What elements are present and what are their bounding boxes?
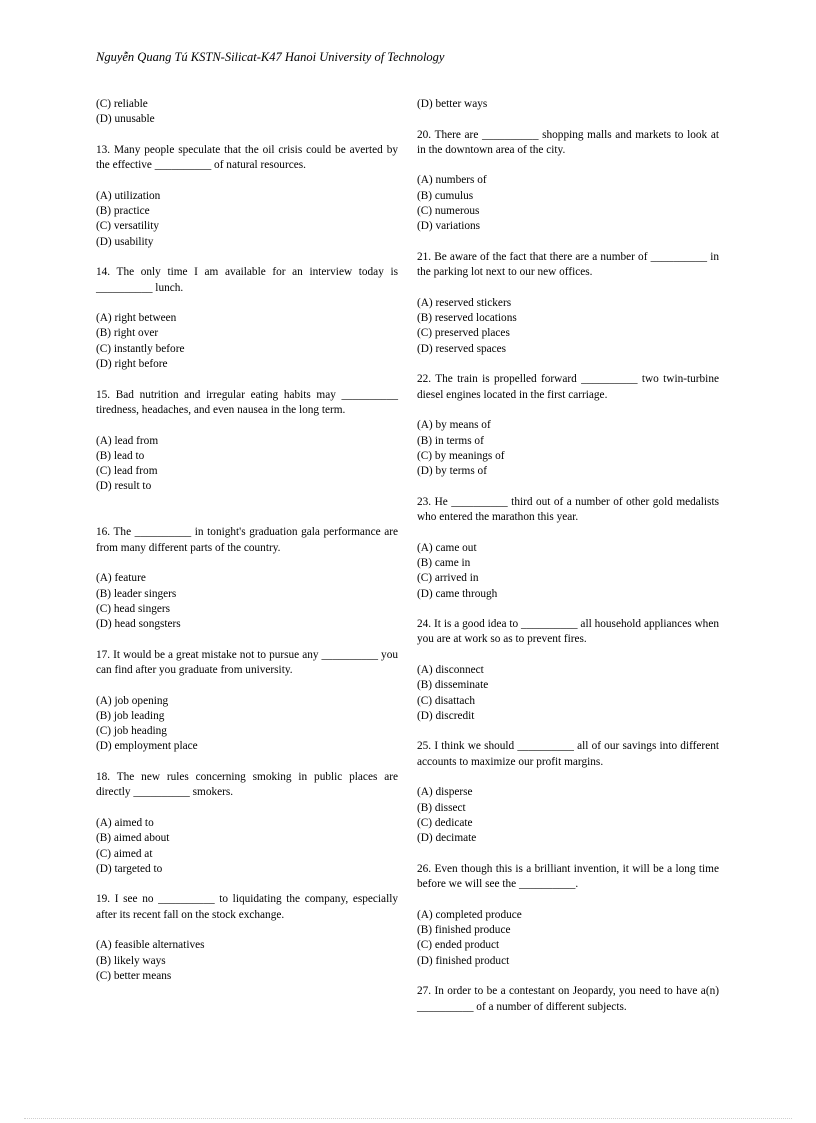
- option: (B) reserved locations: [417, 312, 517, 325]
- option: (B) dissect: [417, 801, 466, 814]
- question-text: 16. The __________ in tonight's graduation gala performance are from many different parts of the country.: [96, 526, 398, 554]
- question-text: 27. In order to be a contestant on Jeopardy, you need to have a(n) __________ of a number of different subjects.: [417, 985, 719, 1013]
- option: (D) variations: [417, 220, 481, 233]
- option: (C) reliable: [96, 98, 148, 110]
- option: (C) preserved places: [417, 327, 510, 340]
- question-17: [96, 648, 398, 755]
- option: (A) disconnect: [417, 663, 484, 676]
- option: (A) disperse: [417, 786, 473, 799]
- option: (B) leader singers: [96, 587, 177, 600]
- question-13: [96, 143, 398, 250]
- question-15: [96, 388, 398, 495]
- question-18: [96, 770, 398, 877]
- option: (D) decimate: [417, 832, 477, 845]
- option: (C) job heading: [96, 725, 167, 738]
- question-22: [417, 372, 719, 479]
- question-16: [96, 525, 398, 632]
- question-19: [96, 892, 398, 984]
- question-text: 18. The new rules concerning smoking in public places are directly __________ smokers.: [96, 771, 398, 799]
- option: (B) aimed about: [96, 832, 170, 845]
- option: (B) lead to: [96, 449, 145, 462]
- option: (A) came out: [417, 541, 477, 554]
- option: (C) instantly before: [96, 342, 185, 355]
- option: (A) by means of: [417, 419, 491, 432]
- option: (A) lead from: [96, 434, 159, 447]
- option: (D) came through: [417, 587, 498, 600]
- option: (B) cumulus: [417, 189, 474, 202]
- option: (D) better ways: [417, 98, 488, 110]
- option: (C) by meanings of: [417, 449, 505, 462]
- question-text: 17. It would be a great mistake not to pursue any __________ you can find after you graduate from university.: [96, 648, 398, 676]
- option: (D) targeted to: [96, 862, 163, 875]
- option: (A) aimed to: [96, 816, 154, 829]
- question-text: 23. He __________ third out of a number of other gold medalists who entered the marathon this year.: [417, 495, 719, 524]
- option: (B) finished produce: [417, 924, 511, 937]
- option: (A) feature: [96, 572, 146, 585]
- question-text: 13. Many people speculate that the oil crisis could be averted by the effective __________ of natural resources.: [96, 143, 398, 172]
- option: (A) reserved stickers: [417, 296, 512, 309]
- question-20: [417, 128, 719, 235]
- page-bottom-divider: [24, 1118, 792, 1119]
- option: (A) completed produce: [417, 908, 522, 921]
- option: (D) result to: [96, 480, 152, 493]
- question-text: 24. It is a good idea to __________ all household appliances when you are at work so as to prevent fires.: [417, 618, 719, 646]
- option: (D) employment place: [96, 740, 198, 753]
- question-text: 22. The train is propelled forward __________ two twin-turbine diesel engines located in the first carriage.: [417, 373, 719, 401]
- question-text: 25. I think we should __________ all of our savings into different accounts to maximize our profit margins.: [417, 740, 719, 768]
- question-25: [417, 739, 719, 846]
- option: (B) disseminate: [417, 679, 489, 692]
- page-header: Nguyễn Quang Tú KSTN-Silicat-K47 Hanoi University of Technology: [96, 50, 445, 64]
- option: (D) finished product: [417, 954, 510, 967]
- option: (C) ended product: [417, 939, 500, 952]
- option: (C) head singers: [96, 602, 171, 615]
- option: (B) job leading: [96, 709, 165, 722]
- question-text: 14. The only time I am available for an interview today is __________ lunch.: [96, 266, 398, 294]
- question-21: [417, 250, 719, 357]
- question-27: [417, 984, 719, 1015]
- option: (C) arrived in: [417, 572, 479, 585]
- option: (D) reserved spaces: [417, 342, 507, 355]
- option: (D) discredit: [417, 709, 475, 722]
- question-23: [417, 495, 719, 602]
- option: (C) better means: [96, 969, 172, 982]
- option: (D) head songsters: [96, 618, 181, 631]
- option: (B) right over: [96, 327, 159, 340]
- option: (C) versatility: [96, 220, 160, 233]
- question-26: [417, 862, 719, 969]
- option: (B) likely ways: [96, 954, 166, 967]
- right-column: [417, 97, 719, 1015]
- question-24: [417, 617, 719, 724]
- option: (C) lead from: [96, 465, 158, 478]
- question-14: [96, 265, 398, 372]
- carry-over-options: [96, 97, 398, 128]
- option: (A) right between: [96, 312, 177, 325]
- carry-over-options: [417, 97, 719, 112]
- question-text: 19. I see no __________ to liquidating the company, especially after its recent fall on the stock exchange.: [96, 893, 398, 921]
- option: (C) numerous: [417, 205, 480, 218]
- option: (B) in terms of: [417, 434, 484, 447]
- option: (B) practice: [96, 205, 150, 218]
- option: (A) numbers of: [417, 174, 487, 187]
- option: (B) came in: [417, 556, 471, 569]
- option: (D) usability: [96, 235, 154, 248]
- option: (D) right before: [96, 358, 168, 371]
- question-text: 26. Even though this is a brilliant invention, it will be a long time before we will see the __________.: [417, 862, 719, 891]
- question-text: 20. There are __________ shopping malls and markets to look at in the downtown area of the city.: [417, 128, 719, 156]
- question-text: 15. Bad nutrition and irregular eating habits may __________ tiredness, headaches, and even nausea in the long term.: [96, 388, 398, 416]
- question-text: 21. Be aware of the fact that there are a number of __________ in the parking lot next to our new offices.: [417, 250, 719, 279]
- option: (A) utilization: [96, 189, 161, 202]
- option: (C) aimed at: [96, 847, 153, 860]
- option: (C) disattach: [417, 694, 476, 707]
- left-column: [96, 97, 398, 984]
- option: (D) unusable: [96, 113, 155, 126]
- option: (A) job opening: [96, 694, 169, 707]
- option: (C) dedicate: [417, 816, 473, 829]
- option: (D) by terms of: [417, 465, 487, 478]
- option: (A) feasible alternatives: [96, 939, 205, 952]
